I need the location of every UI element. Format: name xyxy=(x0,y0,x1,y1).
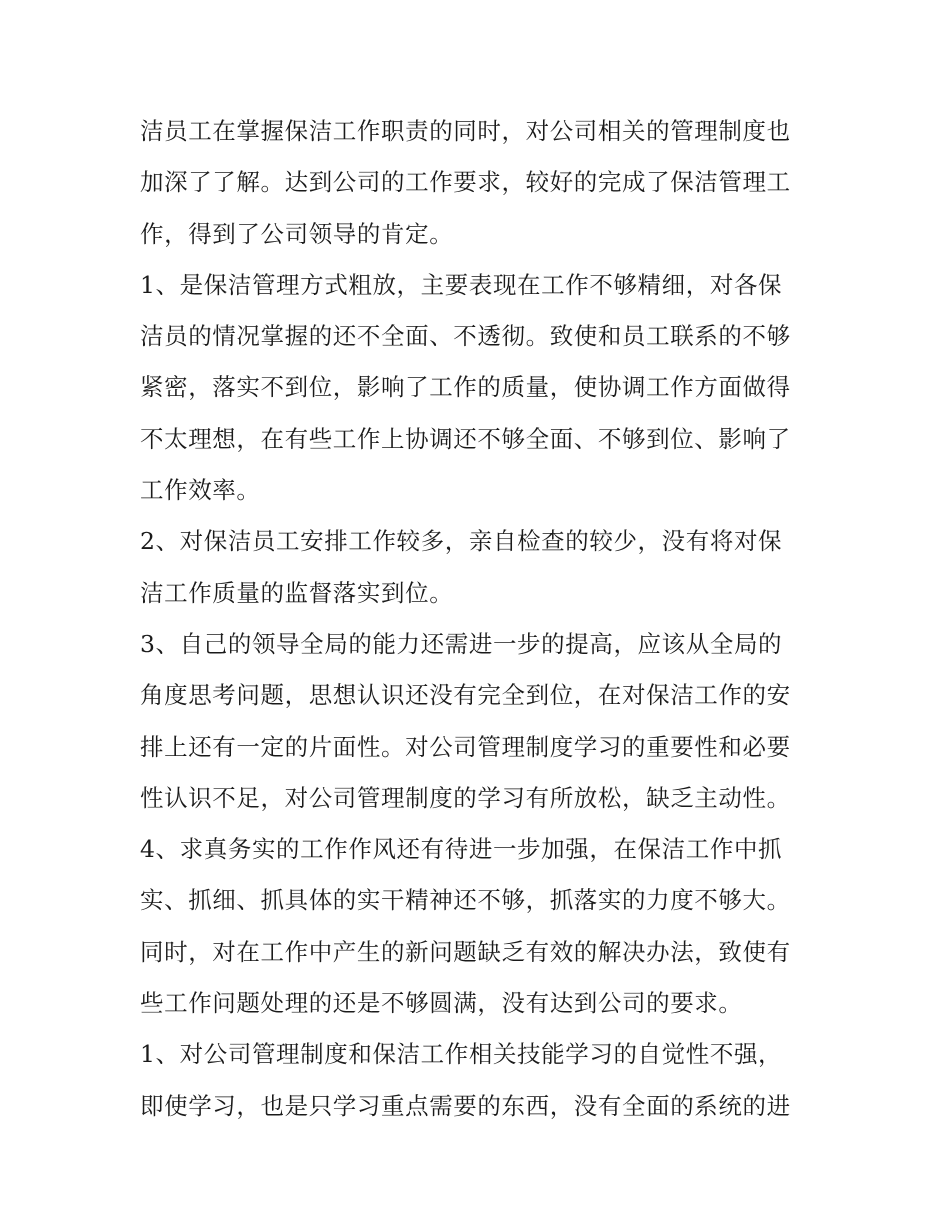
text-line: 4、求真务实的工作作风还有待进一步加强，在保洁工作中抓 xyxy=(140,835,783,864)
text-line: 1、是保洁管理方式粗放，主要表现在工作不够精细，对各保 xyxy=(140,270,783,299)
text-line: 洁员的情况掌握的还不全面、不透彻。致使和员工联系的不够 xyxy=(140,322,791,351)
body-text xyxy=(140,106,840,1132)
text-line: 些工作问题处理的还是不够圆满，没有达到公司的要求。 xyxy=(140,989,743,1018)
text-line: 2、对保洁员工安排工作较多，亲自检查的较少，没有将对保 xyxy=(140,527,783,556)
text-line: 洁工作质量的监督落实到位。 xyxy=(140,578,454,607)
text-line: 1、对公司管理制度和保洁工作相关技能学习的自觉性不强， xyxy=(140,1040,783,1069)
text-line: 排上还有一定的片面性。对公司管理制度学习的重要性和必要 xyxy=(140,732,791,761)
text-line: 作，得到了公司领导的肯定。 xyxy=(140,219,454,248)
text-line: 加深了了解。达到公司的工作要求，较好的完成了保洁管理工 xyxy=(140,168,791,197)
text-line: 性认识不足，对公司管理制度的学习有所放松，缺乏主动性。 xyxy=(140,783,791,812)
text-line: 工作效率。 xyxy=(140,476,261,505)
text-line: 3、自己的领导全局的能力还需进一步的提高，应该从全局的 xyxy=(140,629,783,658)
text-line: 不太理想，在有些工作上协调还不够全面、不够到位、影响了 xyxy=(140,424,791,453)
text-line: 紧密，落实不到位，影响了工作的质量，使协调工作方面做得 xyxy=(140,373,791,402)
text-line: 即使学习，也是只学习重点需要的东西，没有全面的系统的进 xyxy=(140,1091,791,1120)
text-line: 角度思考问题，思想认识还没有完全到位，在对保洁工作的安 xyxy=(140,681,791,710)
text-line: 同时，对在工作中产生的新问题缺乏有效的解决办法，致使有 xyxy=(140,937,791,966)
text-line: 洁员工在掌握保洁工作职责的同时，对公司相关的管理制度也 xyxy=(140,117,791,145)
text-line: 实、抓细、抓具体的实干精神还不够，抓落实的力度不够大。 xyxy=(140,886,791,915)
